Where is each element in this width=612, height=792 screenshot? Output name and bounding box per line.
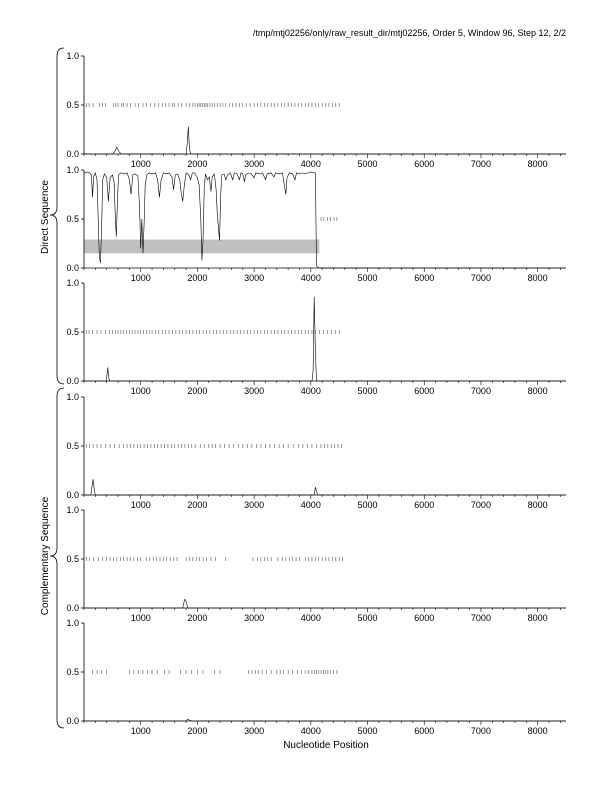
panel-1	[66, 51, 566, 169]
x-tick-label: 8000	[527, 159, 548, 169]
series-line	[84, 479, 566, 495]
series-line	[84, 297, 566, 381]
y-tick-label: 0.5	[66, 100, 79, 110]
y-tick-label: 0.5	[66, 441, 79, 451]
x-tick-label: 4000	[300, 273, 321, 283]
x-tick-label: 5000	[357, 726, 378, 736]
x-tick-label: 6000	[414, 726, 435, 736]
x-tick-label: 3000	[244, 613, 265, 623]
x-tick-label: 4000	[300, 500, 321, 510]
x-tick-label: 6000	[414, 386, 435, 396]
x-tick-label: 1000	[130, 726, 151, 736]
panel-5	[66, 505, 566, 623]
x-tick-label: 3000	[244, 159, 265, 169]
x-tick-label: 2000	[187, 500, 208, 510]
x-tick-label: 7000	[470, 613, 491, 623]
x-tick-label: 6000	[414, 273, 435, 283]
x-tick-label: 2000	[187, 726, 208, 736]
x-tick-label: 2000	[187, 613, 208, 623]
x-tick-label: 6000	[414, 500, 435, 510]
y-tick-label: 1.0	[66, 51, 79, 61]
panel-3	[66, 278, 566, 396]
x-tick-label: 7000	[470, 273, 491, 283]
x-tick-label: 5000	[357, 500, 378, 510]
series-line	[84, 172, 566, 268]
series-line	[84, 599, 566, 608]
x-tick-label: 5000	[357, 613, 378, 623]
y-tick-label: 0.0	[66, 603, 79, 613]
x-tick-label: 5000	[357, 273, 378, 283]
y-tick-label: 1.0	[66, 278, 79, 288]
direct-sequence-bracket	[50, 48, 64, 384]
x-tick-label: 5000	[357, 159, 378, 169]
x-tick-label: 4000	[300, 726, 321, 736]
y-tick-label: 0.5	[66, 667, 79, 677]
x-tick-label: 8000	[527, 613, 548, 623]
x-tick-label: 3000	[244, 500, 265, 510]
panels-container	[66, 51, 566, 736]
x-tick-label: 1000	[130, 386, 151, 396]
y-tick-label: 0.0	[66, 716, 79, 726]
x-tick-label: 8000	[527, 273, 548, 283]
x-axis-label: Nucleotide Position	[283, 740, 369, 751]
y-tick-label: 0.5	[66, 327, 79, 337]
x-tick-label: 1000	[130, 613, 151, 623]
x-tick-label: 4000	[300, 159, 321, 169]
x-tick-label: 8000	[527, 386, 548, 396]
y-tick-label: 1.0	[66, 392, 79, 402]
panel-2	[66, 165, 566, 283]
complementary-sequence-label: Complementary Sequence	[40, 496, 51, 616]
x-tick-label: 4000	[300, 613, 321, 623]
y-tick-label: 0.0	[66, 263, 79, 273]
x-tick-label: 2000	[187, 273, 208, 283]
x-tick-label: 7000	[470, 159, 491, 169]
x-tick-label: 4000	[300, 386, 321, 396]
y-tick-label: 1.0	[66, 165, 79, 175]
y-tick-label: 1.0	[66, 505, 79, 515]
x-tick-label: 6000	[414, 613, 435, 623]
header-title: /tmp/mtj02256/only/raw_result_dir/mtj02256, Order 5, Window 96, Step 12, 2/2	[252, 28, 566, 38]
x-tick-label: 3000	[244, 726, 265, 736]
x-tick-label: 7000	[470, 500, 491, 510]
direct-sequence-label: Direct Sequence	[40, 180, 51, 254]
x-tick-label: 1000	[130, 500, 151, 510]
y-tick-label: 0.5	[66, 214, 79, 224]
x-tick-label: 5000	[357, 386, 378, 396]
x-tick-label: 2000	[187, 159, 208, 169]
x-tick-label: 6000	[414, 159, 435, 169]
y-tick-label: 1.0	[66, 618, 79, 628]
series-line	[84, 720, 566, 722]
x-tick-label: 7000	[470, 386, 491, 396]
x-tick-label: 3000	[244, 386, 265, 396]
x-tick-label: 1000	[130, 273, 151, 283]
x-tick-label: 3000	[244, 273, 265, 283]
y-tick-label: 0.0	[66, 490, 79, 500]
x-tick-label: 8000	[527, 726, 548, 736]
x-tick-label: 8000	[527, 500, 548, 510]
series-line	[84, 127, 566, 154]
x-tick-label: 2000	[187, 386, 208, 396]
y-tick-label: 0.0	[66, 376, 79, 386]
x-tick-label: 1000	[130, 159, 151, 169]
x-tick-label: 7000	[470, 726, 491, 736]
y-tick-label: 0.5	[66, 554, 79, 564]
panel-6	[66, 618, 566, 736]
complementary-sequence-bracket	[50, 388, 64, 728]
panel-4	[66, 392, 566, 510]
y-tick-label: 0.0	[66, 149, 79, 159]
